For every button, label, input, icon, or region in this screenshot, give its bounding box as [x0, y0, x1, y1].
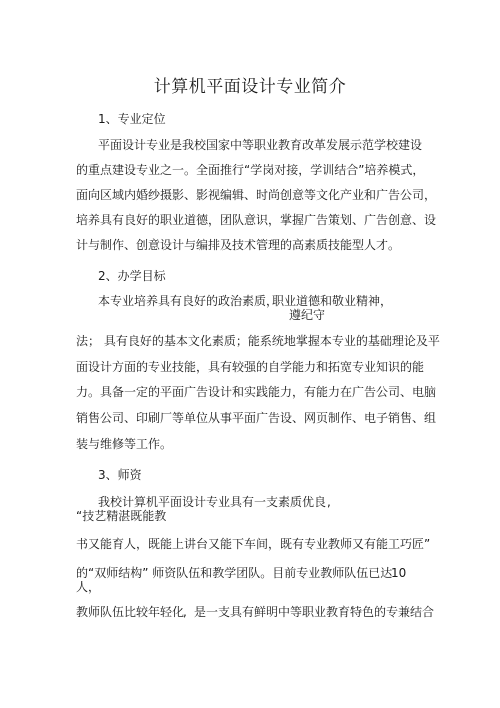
paragraph-line-segment: 10: [391, 566, 407, 580]
paragraph-line: 力。具备一定的平面广告设计和实践能力，有能力在广告公司、电脑: [76, 385, 437, 399]
paragraph-line: 培养具有良好的职业道德，团队意识，掌握广告策划、广告创意、设: [76, 213, 437, 227]
paragraph-line-segment: 是一支具有鲜明中等职业教育特色的专兼结合: [194, 605, 435, 619]
paragraph-line: 书又能育人，既能上讲台又能下车间，既有专业教师又有能工巧匠”: [76, 537, 431, 551]
paragraph-line: 的重点建设专业之一。全面推行“学岗对接，学训结合”培养模式，: [76, 163, 425, 177]
section-heading-3: 3、师资: [98, 468, 142, 482]
paragraph-line-segment: 教师队伍比较年轻化: [76, 605, 185, 619]
paragraph-line-segment: ,: [183, 605, 187, 619]
document-title: 计算机平面设计专业简介: [153, 77, 347, 97]
paragraph-line-segment: 的“双师结构” 师资队伍和教学团队。目前专业教师队伍已达: [76, 566, 393, 580]
paragraph-line-segment: 人，: [76, 580, 101, 594]
paragraph-line: 计与制作、创意设计与编排及技术管理的高素质技能型人才。: [76, 238, 401, 252]
paragraph-line: 面向区域内婚纱摄影、影视编辑、时尚创意等文化产业和广告公司，: [76, 188, 437, 202]
paragraph-line-segment: 本专业培养具有良好的政治素质，: [98, 294, 279, 308]
paragraph-line: 装与维修等工作。: [76, 437, 173, 451]
paragraph-line-segment: 遵纪守: [289, 308, 326, 322]
section-heading-1: 1、专业定位: [98, 112, 166, 126]
paragraph-line-segment: 职业道德和敬业精神，: [272, 294, 393, 308]
paragraph-line-segment: “技艺精湛既能教: [76, 509, 167, 523]
paragraph-line-segment: 我校计算机平面设计专业具有一支素质优良: [98, 495, 327, 509]
paragraph-line-segment: ,: [327, 495, 331, 509]
paragraph-line: 平面设计专业是我校国家中等职业教育改革发展示范学校建设: [98, 138, 423, 152]
paragraph-line: 面设计方面的专业技能，具有较强的自学能力和拓宽专业知识的能: [76, 360, 425, 374]
section-heading-2: 2、办学目标: [98, 269, 166, 283]
paragraph-line: 销售公司、印刷厂等单位从事平面广告设、网页制作、电子销售、组: [76, 411, 437, 425]
paragraph-line: 法； 具有良好的基本文化素质；能系统地掌握本专业的基础理论及平: [76, 334, 440, 348]
